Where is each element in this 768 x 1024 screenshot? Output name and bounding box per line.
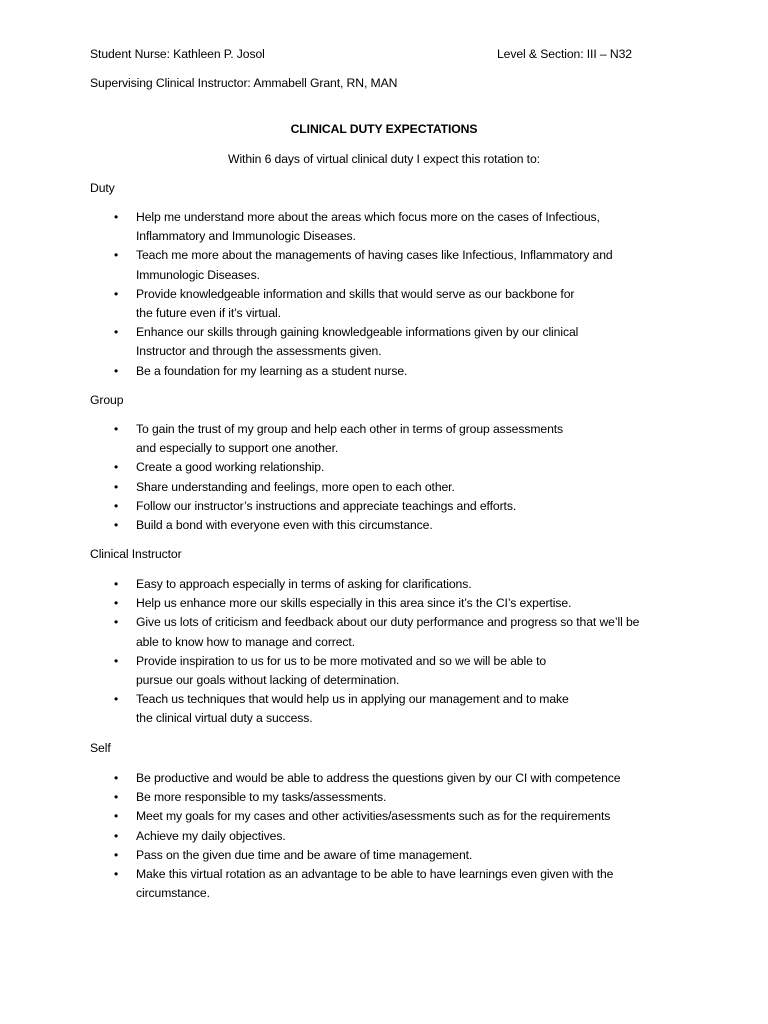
bullet-icon: • [114, 790, 119, 805]
bullet-icon: • [114, 248, 119, 263]
list-item [0, 362, 613, 381]
list-item [0, 846, 620, 865]
list-item-text: Create a good working relationship. [136, 460, 325, 475]
bullet-icon: • [114, 692, 119, 707]
list-item-text: Enhance our skills through gaining knowledgeable informations given by our clinical Instructor and through the assessments given. [136, 325, 579, 359]
list-item [0, 769, 620, 788]
list-item-text: Provide knowledgeable information and skills that would serve as our backbone for the future even if it’s virtual. [136, 286, 575, 321]
list-item [0, 690, 639, 728]
list-item [0, 788, 620, 807]
list-item-text: Be a foundation for my learning as a student nurse. [136, 363, 408, 378]
list-item [0, 246, 613, 284]
list-item-text: Share understanding and feelings, more open to each other. [136, 479, 455, 494]
student-nurse-line: Student Nurse: Kathleen P. Josol [90, 47, 265, 61]
list-item [0, 420, 563, 458]
bullet-icon: • [114, 653, 119, 668]
bullet-icon: • [114, 828, 119, 843]
list-item [0, 865, 620, 903]
list-item-text: Give us lots of criticism and feedback about our duty performance and progress so that we’ll be able to know how to manage and correct. [136, 615, 640, 649]
bullet-icon: • [114, 363, 119, 378]
bullet-icon: • [114, 498, 119, 513]
duty-list [0, 208, 613, 381]
bullet-icon: • [114, 577, 119, 591]
bullet-icon: • [114, 867, 119, 882]
list-item-text: Be more responsible to my tasks/assessments. [136, 790, 387, 805]
clinical-instructor-list [0, 575, 639, 729]
bullet-icon: • [114, 615, 119, 630]
list-item-text: Be productive and would be able to address the questions given by our CI with competence [136, 771, 621, 785]
list-item-text: Teach me more about the managements of having cases like Infectious, Inflammatory and Immunologic Diseases. [136, 248, 613, 282]
bullet-icon: • [114, 325, 119, 340]
self-list [0, 769, 620, 903]
bullet-icon: • [114, 422, 119, 436]
list-item-text: Achieve my daily objectives. [136, 828, 286, 843]
list-item [0, 613, 639, 651]
group-list [0, 420, 563, 535]
bullet-icon: • [114, 518, 119, 533]
list-item [0, 516, 563, 535]
list-item [0, 807, 620, 826]
section-heading-self: Self [90, 741, 111, 755]
list-item [0, 497, 563, 516]
list-item [0, 827, 620, 846]
list-item [0, 323, 613, 361]
list-item-text: Pass on the given due time and be aware of time management. [136, 847, 473, 862]
list-item [0, 208, 613, 246]
list-item-text: Teach us techniques that would help us in applying our management and to make the clinical virtual duty a success. [136, 692, 569, 726]
supervising-instructor-line: Supervising Clinical Instructor: Ammabell Grant, RN, MAN [90, 76, 398, 90]
list-item-text: Follow our instructor’s instructions and appreciate teachings and efforts. [136, 498, 517, 513]
list-item [0, 575, 639, 594]
section-heading-group: Group [90, 393, 124, 407]
list-item-text: Build a bond with everyone even with this circumstance. [136, 518, 433, 533]
list-item-text: Make this virtual rotation as an advantage to be able to have learnings even given with the circumstance. [136, 867, 614, 901]
list-item-text: Help me understand more about the areas which focus more on the cases of Infectious, Inflammatory and Immunologic Diseases. [136, 210, 600, 244]
bullet-icon: • [114, 596, 119, 611]
intro-line: Within 6 days of virtual clinical duty I expect this rotation to: [228, 152, 540, 166]
document-title: CLINICAL DUTY EXPECTATIONS [290, 122, 478, 136]
list-item-text: Easy to approach especially in terms of asking for clarifications. [136, 577, 472, 591]
bullet-icon: • [114, 286, 119, 301]
list-item [0, 478, 563, 497]
list-item-text: Help us enhance more our skills especially in this area since it’s the CI’s expertise. [136, 596, 572, 611]
list-item [0, 458, 563, 477]
bullet-icon: • [114, 460, 119, 475]
bullet-icon: • [114, 479, 119, 494]
bullet-icon: • [114, 809, 119, 824]
list-item-text: To gain the trust of my group and help each other in terms of group assessments and especially to support one another. [136, 422, 564, 456]
section-heading-clinical-instructor: Clinical Instructor [90, 547, 182, 561]
bullet-icon: • [114, 210, 119, 224]
bullet-icon: • [114, 771, 119, 785]
list-item [0, 285, 613, 323]
section-heading-duty: Duty [90, 181, 115, 195]
list-item-text: Meet my goals for my cases and other activities/asessments such as for the requirements [136, 809, 611, 824]
list-item-text: Provide inspiration to us for us to be more motivated and so we will be able to pursue our goals without lacking of determination. [136, 653, 547, 688]
bullet-icon: • [114, 847, 119, 862]
list-item [0, 594, 639, 613]
list-item [0, 652, 639, 690]
level-section-line: Level & Section: III – N32 [497, 47, 632, 61]
